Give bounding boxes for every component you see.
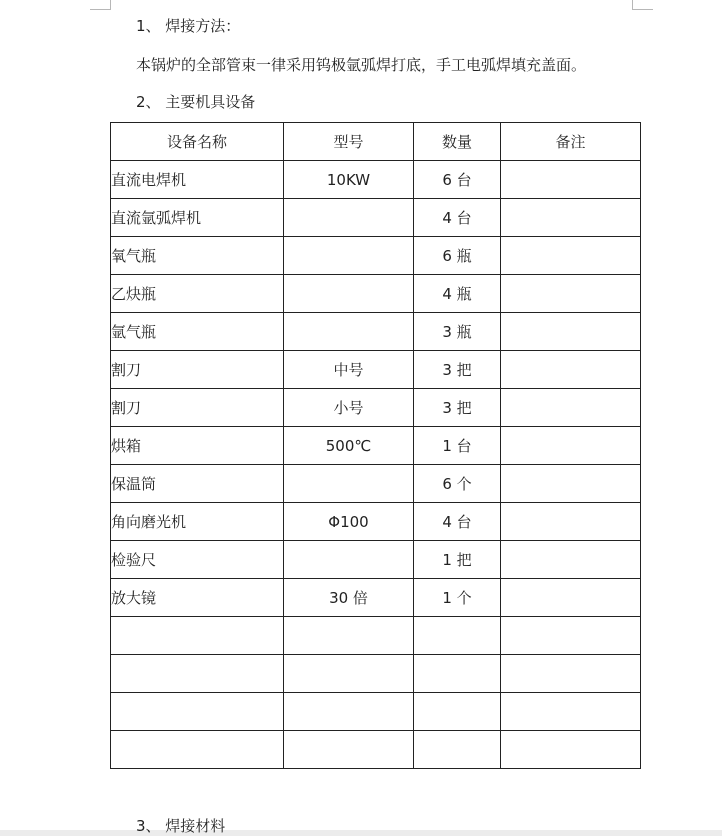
equipment-note-cell	[501, 389, 641, 427]
table-row	[111, 541, 641, 579]
equipment-quantity-cell: 4 瓶	[414, 275, 501, 313]
equipment-table-body	[111, 161, 641, 769]
column-header-model: 型号	[284, 123, 414, 161]
equipment-note-cell	[501, 275, 641, 313]
table-row	[111, 199, 641, 237]
equipment-quantity-cell: 1 把	[414, 541, 501, 579]
equipment-name-cell: 放大镜	[111, 579, 284, 617]
equipment-quantity-cell: 3 把	[414, 389, 501, 427]
column-header-name: 设备名称	[111, 123, 284, 161]
equipment-note-cell	[501, 427, 641, 465]
equipment-model-cell: 小号	[284, 389, 414, 427]
equipment-model-cell	[284, 617, 414, 655]
equipment-model-cell	[284, 465, 414, 503]
equipment-model-cell	[284, 237, 414, 275]
equipment-quantity-cell	[414, 655, 501, 693]
equipment-note-cell	[501, 617, 641, 655]
equipment-note-cell	[501, 579, 641, 617]
equipment-model-cell: 中号	[284, 351, 414, 389]
equipment-note-cell	[501, 655, 641, 693]
equipment-note-cell	[501, 351, 641, 389]
equipment-model-cell: 10KW	[284, 161, 414, 199]
equipment-name-cell	[111, 731, 284, 769]
equipment-note-cell	[501, 199, 641, 237]
table-row	[111, 313, 641, 351]
table-row	[111, 579, 641, 617]
equipment-quantity-cell: 4 台	[414, 503, 501, 541]
equipment-table	[110, 122, 641, 769]
table-row	[111, 731, 641, 769]
equipment-quantity-cell: 6 个	[414, 465, 501, 503]
equipment-model-cell	[284, 655, 414, 693]
equipment-quantity-cell: 3 把	[414, 351, 501, 389]
equipment-quantity-cell	[414, 693, 501, 731]
equipment-quantity-cell	[414, 617, 501, 655]
table-row	[111, 465, 641, 503]
equipment-model-cell	[284, 275, 414, 313]
equipment-quantity-cell: 1 个	[414, 579, 501, 617]
equipment-model-cell	[284, 541, 414, 579]
section-heading-equipment: 2、 主要机具设备	[136, 93, 256, 111]
equipment-note-cell	[501, 237, 641, 275]
equipment-name-cell	[111, 693, 284, 731]
equipment-name-cell: 氩气瓶	[111, 313, 284, 351]
equipment-quantity-cell: 6 瓶	[414, 237, 501, 275]
equipment-quantity-cell: 4 台	[414, 199, 501, 237]
table-row	[111, 161, 641, 199]
column-header-quantity: 数量	[414, 123, 501, 161]
table-row	[111, 389, 641, 427]
table-row	[111, 275, 641, 313]
equipment-note-cell	[501, 503, 641, 541]
equipment-model-cell	[284, 693, 414, 731]
equipment-model-cell	[284, 313, 414, 351]
equipment-quantity-cell: 6 台	[414, 161, 501, 199]
table-row	[111, 503, 641, 541]
table-row	[111, 693, 641, 731]
equipment-model-cell: 30 倍	[284, 579, 414, 617]
equipment-note-cell	[501, 541, 641, 579]
section-heading-welding-materials: 3、 焊接材料	[136, 817, 226, 835]
table-row	[111, 237, 641, 275]
table-row	[111, 655, 641, 693]
equipment-note-cell	[501, 731, 641, 769]
equipment-model-cell: Φ100	[284, 503, 414, 541]
equipment-quantity-cell: 1 台	[414, 427, 501, 465]
welding-method-paragraph: 本锅炉的全部管束一律采用钨极氩弧焊打底，手工电弧焊填充盖面。	[136, 56, 587, 74]
equipment-name-cell: 烘箱	[111, 427, 284, 465]
section-heading-welding-method: 1、 焊接方法：	[136, 17, 241, 35]
equipment-note-cell	[501, 693, 641, 731]
table-row	[111, 617, 641, 655]
equipment-name-cell	[111, 655, 284, 693]
equipment-name-cell: 乙炔瓶	[111, 275, 284, 313]
equipment-name-cell: 氧气瓶	[111, 237, 284, 275]
equipment-note-cell	[501, 313, 641, 351]
equipment-quantity-cell: 3 瓶	[414, 313, 501, 351]
table-row	[111, 351, 641, 389]
equipment-model-cell: 500℃	[284, 427, 414, 465]
equipment-note-cell	[501, 465, 641, 503]
equipment-name-cell: 割刀	[111, 351, 284, 389]
equipment-name-cell: 直流氩弧焊机	[111, 199, 284, 237]
equipment-name-cell: 直流电焊机	[111, 161, 284, 199]
page-corner-mark-right	[632, 0, 653, 10]
table-row	[111, 427, 641, 465]
page-corner-mark-left	[90, 0, 111, 10]
equipment-name-cell	[111, 617, 284, 655]
equipment-name-cell: 检验尺	[111, 541, 284, 579]
equipment-model-cell	[284, 731, 414, 769]
equipment-quantity-cell	[414, 731, 501, 769]
table-header-row	[111, 123, 641, 161]
equipment-name-cell: 角向磨光机	[111, 503, 284, 541]
equipment-note-cell	[501, 161, 641, 199]
equipment-name-cell: 割刀	[111, 389, 284, 427]
equipment-model-cell	[284, 199, 414, 237]
equipment-name-cell: 保温筒	[111, 465, 284, 503]
column-header-note: 备注	[501, 123, 641, 161]
